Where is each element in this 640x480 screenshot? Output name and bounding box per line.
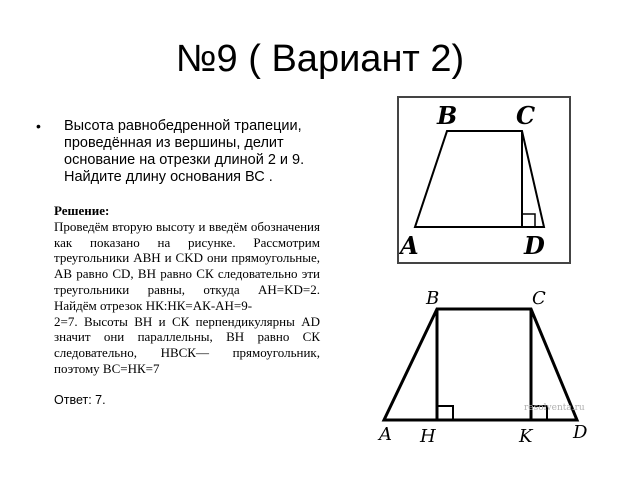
problem-text: Высота равнобедренной трапеции, проведённая из вершины, делит основание на отрезки длиной 2 и 9. Найдите длину основания ВС . bbox=[64, 118, 305, 185]
label-k-2: K bbox=[519, 426, 533, 447]
label-c-1: C bbox=[516, 101, 536, 130]
label-c-2: C bbox=[532, 288, 546, 309]
label-d-2: D bbox=[573, 422, 588, 443]
trapezoid-figure-2 bbox=[376, 282, 600, 452]
solution-line-1: Проведём вторую высоту и введём обозначения как показано на рисунке. Рассмотрим треугольники АВН и CKD они прямоугольные, АВ равно CD, ВН равно СК следовательно эти треугольники равны, откуда АН=KD=2. Найдём отрезок НК:НК=АК-АН=9- bbox=[54, 218, 320, 313]
solution-line-2: 2=7. Высоты ВН и СК перпендикулярны AD значит они параллельны, ВН равно СК следовательно, НВСК— прямоугольник, поэтому ВС=НК=7 bbox=[54, 313, 320, 376]
bullet-icon: • bbox=[36, 118, 41, 134]
label-b-1: B bbox=[437, 101, 458, 130]
solution-block bbox=[54, 203, 320, 409]
label-d-1: D bbox=[524, 231, 545, 260]
trapezoid-figure-1 bbox=[397, 96, 571, 264]
label-a-1: A bbox=[400, 231, 419, 260]
slide-title: №9 ( Вариант 2) bbox=[175, 38, 465, 80]
label-b-2: B bbox=[426, 288, 440, 309]
trapezoid-1-outline bbox=[415, 131, 544, 227]
label-a-2: A bbox=[379, 424, 392, 445]
trapezoid-1-right-angle bbox=[522, 214, 535, 227]
trapezoid-2-drawing bbox=[376, 282, 600, 452]
label-h-2: H bbox=[420, 426, 436, 447]
solution-heading: Решение: bbox=[54, 203, 110, 218]
watermark: resolventa.ru bbox=[524, 403, 585, 413]
right-angle-h bbox=[437, 406, 453, 420]
solution-answer: Ответ: 7. bbox=[54, 392, 106, 407]
trapezoid-1-drawing bbox=[399, 98, 569, 262]
